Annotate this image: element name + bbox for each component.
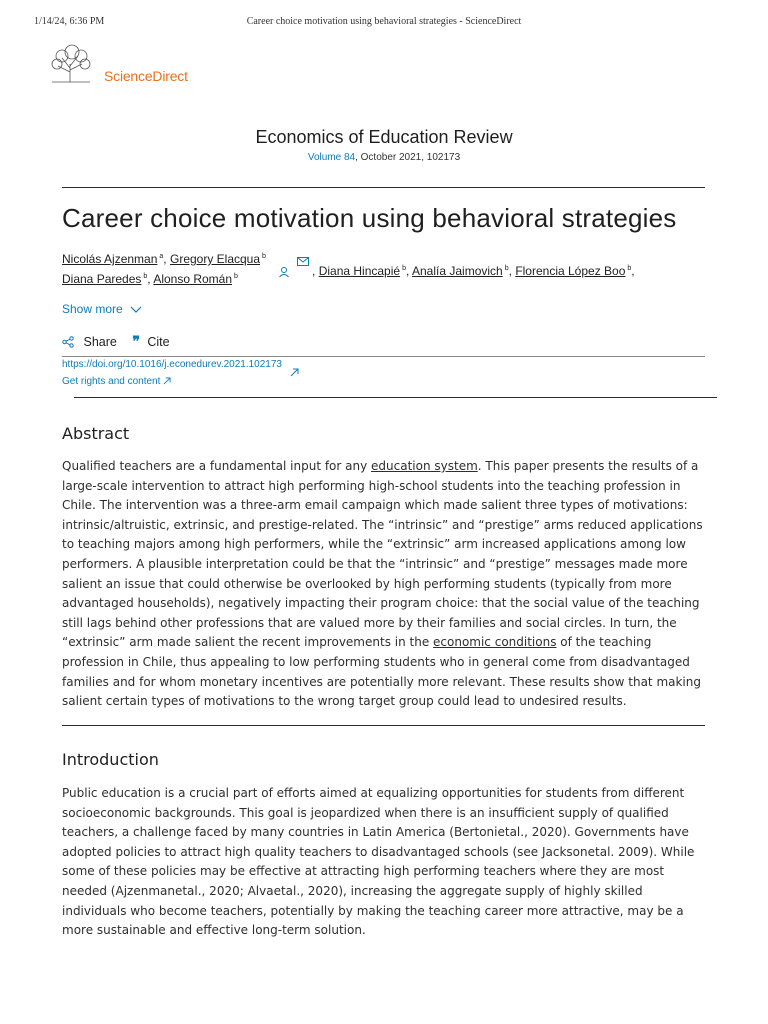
person-icon[interactable] <box>278 266 290 278</box>
share-icon <box>62 336 74 348</box>
introduction-heading: Introduction <box>62 750 159 769</box>
article-title: Career choice motivation using behavioral strategies <box>62 203 677 233</box>
affiliation-sup: b <box>234 273 238 280</box>
print-date: 1/14/24, 6:36 PM <box>34 16 105 27</box>
volume-details: , October 2021, 102173 <box>355 152 461 163</box>
author-link[interactable]: Diana Hincapié <box>318 264 401 278</box>
share-cite-row <box>62 333 170 350</box>
affiliation-sup: b <box>627 265 632 272</box>
share-label: Share <box>83 334 117 349</box>
divider <box>62 356 705 357</box>
journal-name[interactable]: Economics of Education Review <box>255 127 513 147</box>
volume-line <box>0 152 768 163</box>
affiliation-sup: b <box>143 273 148 280</box>
affiliation-sup: a <box>159 253 164 260</box>
print-header <box>34 16 734 30</box>
author-link[interactable]: Analía Jaimovich <box>412 264 503 278</box>
print-page-title: Career choice motivation using behavioral strategies - ScienceDirect <box>246 16 522 27</box>
author-link[interactable]: Diana Paredes <box>62 272 142 286</box>
introduction-text: Public education is a crucial part of efforts aimed at equalizing opportunities for students from different socioeconomic backgrounds. This goal is jeopardized when there is an insufficient supply of qualified teachers, a challenge faced by many countries in Latin America (Bertonietal., 2020). Governments have adopted policies to attract high quality teachers to disadvantaged schools (see Jacksonetal. 2009). While some of these policies may be effective at attracting high performing teachers where they are most needed (Ajzenmanetal., 2020; Alvaetal., 2020), increasing the aggregate supply of highly skilled individuals who become teachers, potentially by making the teaching career more attractive, may be a more sustainable and effective long-term solution. <box>62 786 695 938</box>
volume-link[interactable]: Volume 84 <box>307 152 356 163</box>
email-icon[interactable] <box>297 257 309 266</box>
divider <box>62 725 705 726</box>
affiliation-sup: b <box>262 253 266 260</box>
doi-link[interactable]: https://doi.org/10.1016/j.econedurev.2021.102173 <box>62 359 282 370</box>
share-button[interactable] <box>62 334 117 349</box>
rights-link[interactable]: Get rights and content <box>62 376 171 387</box>
cite-label: Cite <box>147 334 170 349</box>
quote-icon: ❞ <box>132 333 140 349</box>
author-link[interactable]: Nicolás Ajzenman <box>62 252 158 266</box>
author-link[interactable]: Alonso Román <box>153 272 233 286</box>
author-link[interactable]: Florencia López Boo <box>515 264 626 278</box>
elsevier-tree-icon <box>48 44 94 84</box>
chevron-down-icon <box>130 306 142 314</box>
sciencedirect-logo[interactable] <box>48 44 208 86</box>
author-list-line-1b: , Diana Hincapié $^b$, Analía Jaimovich $^b$, Florencia López Boo $^b$, <box>312 264 635 278</box>
author-list-line-2: Diana Paredes $^b$, Alonso Román $^b$ <box>62 272 238 286</box>
affiliation-sup: b <box>504 265 509 272</box>
show-more-button[interactable] <box>62 302 142 316</box>
affiliation-sup: b <box>402 265 406 272</box>
divider <box>62 187 705 188</box>
external-link-icon <box>290 368 299 377</box>
show-more-label: Show more <box>62 302 123 316</box>
external-link-icon <box>163 377 171 385</box>
economic-conditions-link[interactable]: economic conditions <box>433 635 557 650</box>
abstract-heading: Abstract <box>62 424 130 443</box>
author-list-line-1: Nicolás Ajzenman $^a$, Gregory Elacqua $^b$ <box>62 252 266 266</box>
sciencedirect-wordmark: ScienceDirect <box>104 68 188 84</box>
divider <box>74 397 717 398</box>
cite-button[interactable] <box>132 333 169 350</box>
abstract-text: Qualified teachers are a fundamental input for any education system. This paper presents the results of a large-scale intervention to attract high performing high-school students into the teaching profession in Chile. The intervention was a three-arm email campaign which made salient three types of motivations: intrinsic/altruistic, extrinsic, and prestige-related. The “intrinsic” and “prestige” arms reduced applications to teaching majors among high performers, while the “extrinsic” arm increased applications among low performers. A plausible interpretation could be that the “intrinsic” and “prestige” messages made more salient an issue that could otherwise be overlooked by high performing students (typically from more advantaged households), negatively impacting their program choice: that the social value of the teaching still lags behind other professions that are valued more by their families and social circles. In turn, the “extrinsic” arm made salient the recent improvements in the economic conditions of the teaching profession in Chile, thus appealing to low performing students who in general come from disadvantaged families and for whom monetary incentives are potentially more relevant. These results show that making salient certain types of motivations to the wrong target group could lead to undesired results. <box>62 459 703 709</box>
education-system-link[interactable]: education system <box>371 459 478 473</box>
author-link[interactable]: Gregory Elacqua <box>169 252 261 266</box>
